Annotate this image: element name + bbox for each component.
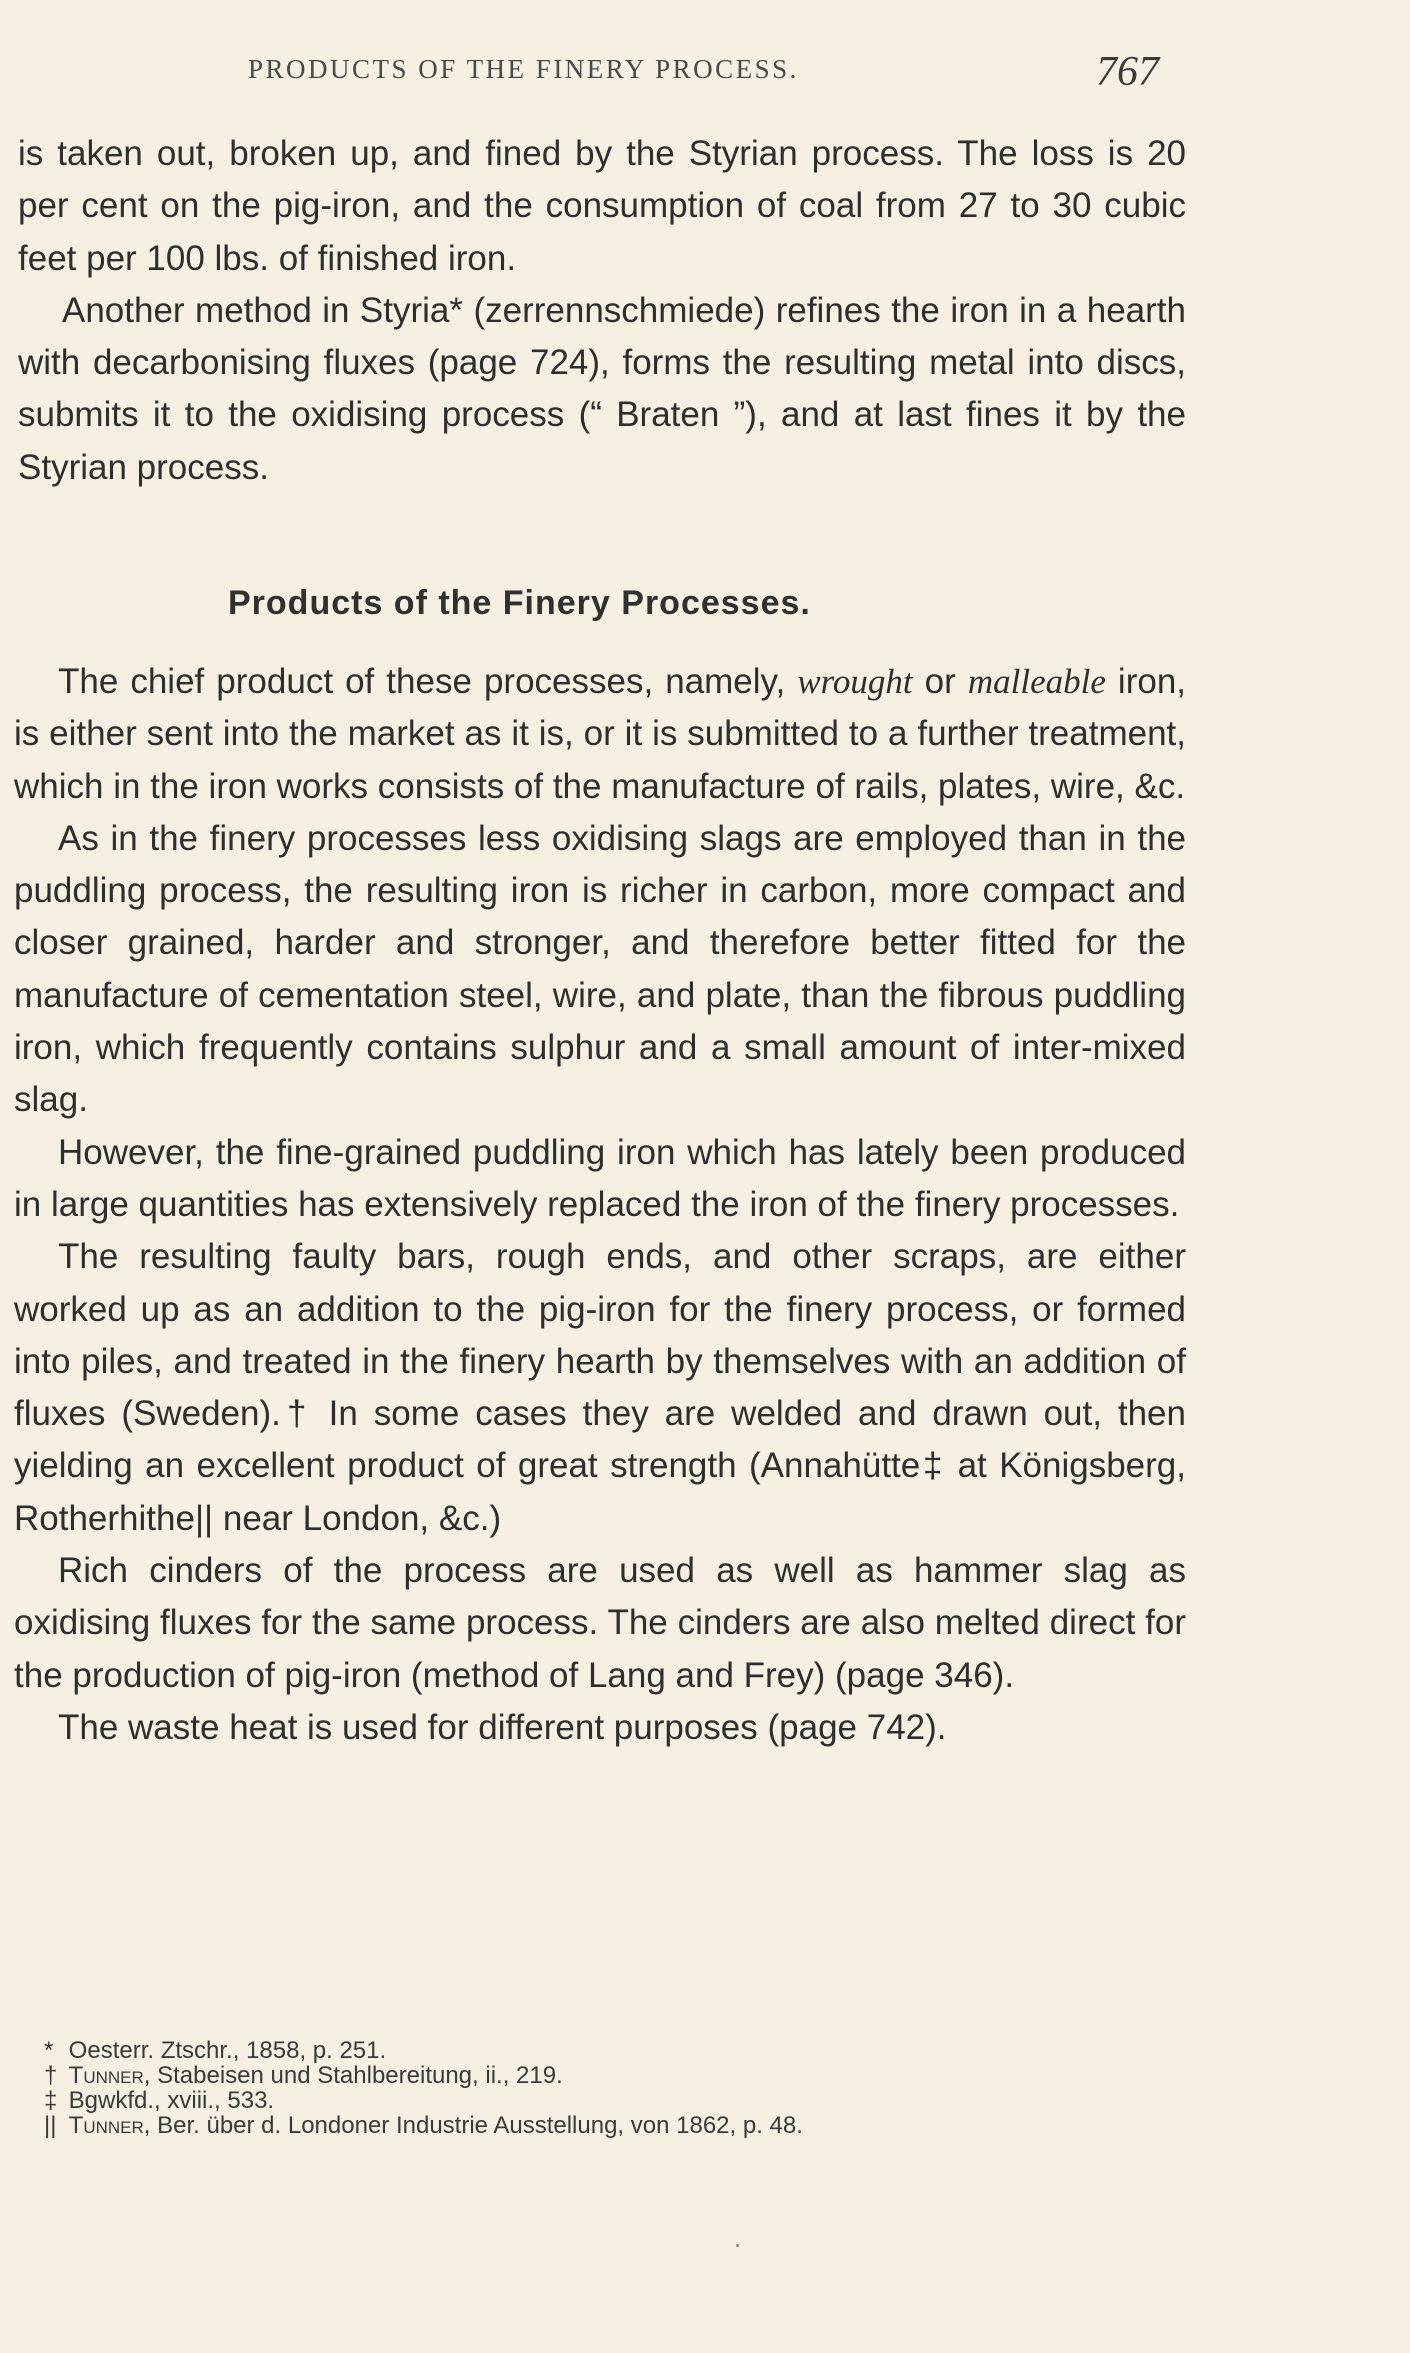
- products-section: [14, 656, 1186, 1754]
- footnote-author: Tunner: [68, 2062, 144, 2089]
- continued-section: [18, 128, 1186, 494]
- footnote: [44, 2038, 1184, 2063]
- footnote: [44, 2088, 1184, 2113]
- text-run: The chief product of these processes, namely,: [58, 662, 786, 701]
- footnote-text: , Ber. über d. Londoner Industrie Ausstellung, von 1862, p. 48.: [143, 2112, 803, 2139]
- paragraph: The waste heat is used for different purposes (page 742).: [58, 1707, 947, 1747]
- footnote-mark: †: [44, 2062, 58, 2089]
- footnote-text: Bgwkfd., xviii., 533.: [68, 2087, 275, 2114]
- paragraph: [14, 656, 1186, 813]
- footnote-author: Tunner: [68, 2112, 144, 2139]
- section-title: Products of the Finery Processes.: [228, 584, 811, 622]
- footnote-text: Oesterr. Ztschr., 1858, p. 251.: [68, 2037, 387, 2064]
- footnote-mark: ||: [44, 2112, 57, 2139]
- paragraph: Rich cinders of the process are used as well as hammer slag as oxidising fluxes for the same process. The cinders are also melted direct for the production of pig-iron (method of Lang and Frey) (page 346).: [14, 1551, 1186, 1695]
- footnote: [44, 2113, 1184, 2138]
- italic-term: wrought: [797, 662, 913, 701]
- paragraph: As in the finery processes less oxidising slags are employed than in the puddling process, the resulting iron is richer in carbon, more compact and closer grained, harder and stronger, and therefore better fitted for the manufacture of cementation steel, wire, and plate, than the fibrous puddling iron, which frequently contains sulphur and a small amount of inter-mixed slag.: [14, 818, 1186, 1120]
- footnote-text: , Stabeisen und Stahlbereitung, ii., 219.: [143, 2062, 563, 2089]
- paragraph: is taken out, broken up, and fined by the Styrian process. The loss is 20 per cent on the pig-iron, and the consumption of coal from 27 to 30 cubic feet per 100 lbs. of finished iron.: [18, 134, 1186, 278]
- paragraph: However, the fine-grained puddling iron which has lately been produced in large quantities has extensively replaced the iron of the finery processes.: [14, 1132, 1186, 1224]
- footnote-mark: ‡: [44, 2087, 58, 2114]
- page-number: 767: [1096, 49, 1159, 95]
- footnote-mark: *: [44, 2037, 54, 2064]
- footnote: [44, 2063, 1184, 2088]
- page-header: [0, 48, 1410, 108]
- footnotes: [44, 2038, 1184, 2138]
- running-head: PRODUCTS OF THE FINERY PROCESS.: [248, 54, 799, 84]
- text-run: or: [924, 662, 956, 701]
- paragraph: Another method in Styria* (zerrennschmiede) refines the iron in a hearth with decarbonising fluxes (page 724), forms the resulting metal into discs, submits it to the oxidising process (“ Braten ”), and at last fines it by the Styrian process.: [18, 290, 1186, 487]
- italic-term: malleable: [967, 662, 1106, 701]
- paper-speck: [736, 2244, 739, 2247]
- text-run: iron, is either sent into the market as it is, or it is submitted to a further treatment, which in the iron works consists of the manufacture of rails, plates, wire, &c.: [14, 662, 1187, 806]
- paragraph: The resulting faulty bars, rough ends, and other scraps, are either worked up as an addition to the pig-iron for the finery process, or formed into piles, and treated in the finery hearth by themselves with an addition of fluxes (Sweden).† In some cases they are welded and drawn out, then yielding an excellent product of great strength (Annahütte‡ at Königsberg, Rotherhithe|| near London, &c.): [14, 1237, 1186, 1538]
